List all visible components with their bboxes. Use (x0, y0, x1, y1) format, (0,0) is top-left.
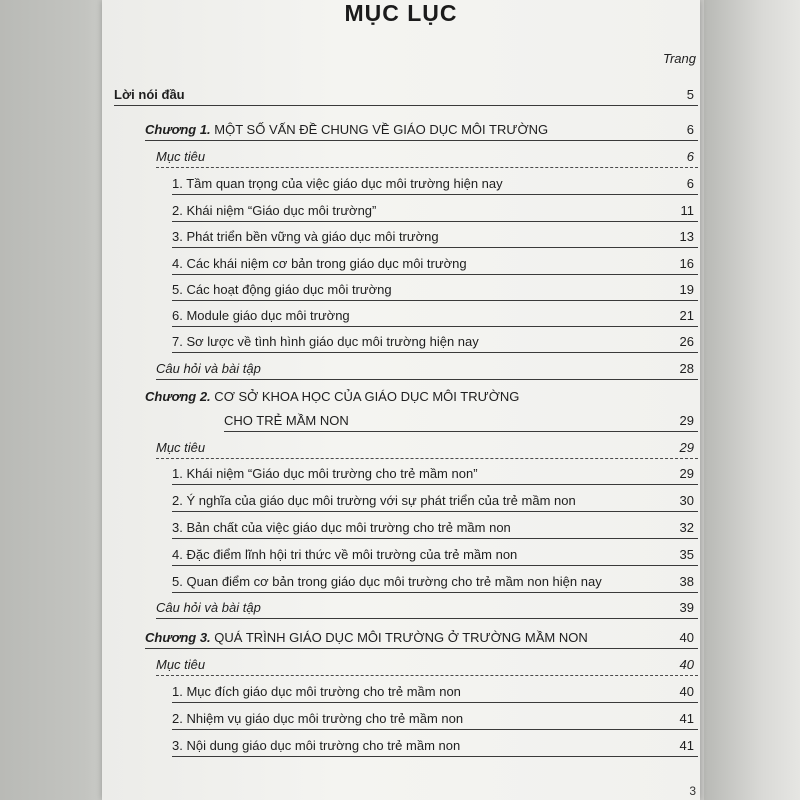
toc-objectives-2[interactable] (156, 436, 698, 459)
page-number: 3 (689, 784, 696, 798)
entry-page: 19 (679, 282, 694, 297)
page-title: MỤC LỤC (344, 0, 458, 26)
chapter-name: MỘT SỐ VẤN ĐỀ CHUNG VỀ GIÁO DỤC MÔI TRƯỜNG (210, 122, 549, 137)
entry-label: 3. Nội dung giáo dục môi trường cho trẻ mầm non (172, 738, 461, 753)
right-edge (704, 0, 800, 800)
entry-page: 29 (679, 413, 694, 428)
entry-label: Mục tiêu (156, 149, 206, 164)
entry-page: 32 (679, 520, 694, 535)
toc-chapter-1[interactable] (145, 118, 698, 141)
toc-item[interactable] (172, 516, 698, 539)
entry-label: Mục tiêu (156, 657, 206, 672)
entry-page: 26 (679, 334, 694, 349)
entry-label: 4. Các khái niệm cơ bản trong giáo dục môi trường (172, 256, 467, 271)
entry-page: 38 (679, 574, 694, 589)
toc-objectives-1[interactable] (156, 145, 698, 168)
chapter-prefix: Chương 2. (145, 389, 211, 404)
toc-item[interactable] (172, 304, 698, 327)
toc-item[interactable] (172, 172, 698, 195)
entry-page: 6 (686, 176, 694, 191)
chapter-prefix: Chương 1. (145, 122, 211, 137)
toc-item[interactable] (172, 570, 698, 593)
page-column-label: Trang (663, 51, 696, 66)
entry-page: 29 (679, 466, 694, 481)
entry-page: 41 (679, 738, 694, 753)
toc-chapter-2-title (145, 389, 519, 404)
entry-label: Mục tiêu (156, 440, 206, 455)
entry-label: 2. Khái niệm “Giáo dục môi trường” (172, 203, 377, 218)
toc-chapter-3[interactable] (145, 626, 698, 649)
toc-chapter-2[interactable] (224, 409, 698, 432)
entry-page: 16 (679, 256, 694, 271)
entry-label: 1. Tầm quan trọng của việc giáo dục môi trường hiện nay (172, 176, 503, 191)
toc-objectives-3[interactable] (156, 653, 698, 676)
toc-item[interactable] (172, 199, 698, 222)
toc-item[interactable] (172, 543, 698, 566)
entry-page: 35 (679, 547, 694, 562)
toc-item[interactable] (172, 707, 698, 730)
entry-label: Câu hỏi và bài tập (156, 361, 261, 376)
entry-label: 5. Các hoạt động giáo dục môi trường (172, 282, 392, 297)
entry-page: 21 (679, 308, 694, 323)
entry-label: 3. Bản chất của việc giáo dục môi trường cho trẻ mầm non (172, 520, 511, 535)
toc-item[interactable] (172, 252, 698, 275)
toc-item[interactable] (172, 734, 698, 757)
entry-page: 6 (686, 149, 694, 164)
toc-entry-intro[interactable] (114, 83, 698, 106)
toc-item[interactable] (172, 278, 698, 301)
entry-page: 40 (679, 630, 694, 645)
toc-item[interactable] (172, 680, 698, 703)
entry-page: 29 (679, 440, 694, 455)
entry-label: 3. Phát triển bền vững và giáo dục môi trường (172, 229, 439, 244)
toc-item[interactable] (172, 330, 698, 353)
chapter-name: CƠ SỞ KHOA HỌC CỦA GIÁO DỤC MÔI TRƯỜNG (210, 389, 520, 404)
entry-page: 30 (679, 493, 694, 508)
chapter-name-line2: CHO TRẺ MẦM NON (224, 413, 349, 428)
entry-page: 13 (679, 229, 694, 244)
entry-label: Câu hỏi và bài tập (156, 600, 261, 615)
entry-label: 4. Đặc điểm lĩnh hội tri thức về môi trường của trẻ mầm non (172, 547, 518, 562)
entry-label: 7. Sơ lược về tình hình giáo dục môi trường hiện nay (172, 334, 479, 349)
entry-page: 28 (679, 361, 694, 376)
entry-page: 39 (679, 600, 694, 615)
entry-page: 6 (686, 122, 694, 137)
entry-page: 11 (680, 203, 694, 218)
entry-label: 1. Mục đích giáo dục môi trường cho trẻ mầm non (172, 684, 461, 699)
entry-label: 2. Ý nghĩa của giáo dục môi trường với sự phát triển của trẻ mầm non (172, 493, 576, 508)
chapter-name: QUÁ TRÌNH GIÁO DỤC MÔI TRƯỜNG Ở TRƯỜNG MẦM NON (210, 630, 588, 645)
toc-item[interactable] (172, 489, 698, 512)
book-page (102, 0, 700, 800)
toc-questions-2[interactable] (156, 596, 698, 619)
entry-page: 5 (686, 87, 694, 102)
toc-item[interactable] (172, 462, 698, 485)
entry-label: 6. Module giáo dục môi trường (172, 308, 350, 323)
chapter-prefix: Chương 3. (145, 630, 211, 645)
entry-page: 40 (679, 684, 694, 699)
toc-item[interactable] (172, 225, 698, 248)
entry-page: 40 (679, 657, 694, 672)
toc-questions-1[interactable] (156, 357, 698, 380)
entry-label: 2. Nhiệm vụ giáo dục môi trường cho trẻ mầm non (172, 711, 464, 726)
entry-label: Lời nói đầu (114, 87, 185, 102)
entry-label: 5. Quan điểm cơ bản trong giáo dục môi trường cho trẻ mầm non hiện nay (172, 574, 602, 589)
entry-label: 1. Khái niệm “Giáo dục môi trường cho trẻ mầm non” (172, 466, 478, 481)
entry-page: 41 (679, 711, 694, 726)
